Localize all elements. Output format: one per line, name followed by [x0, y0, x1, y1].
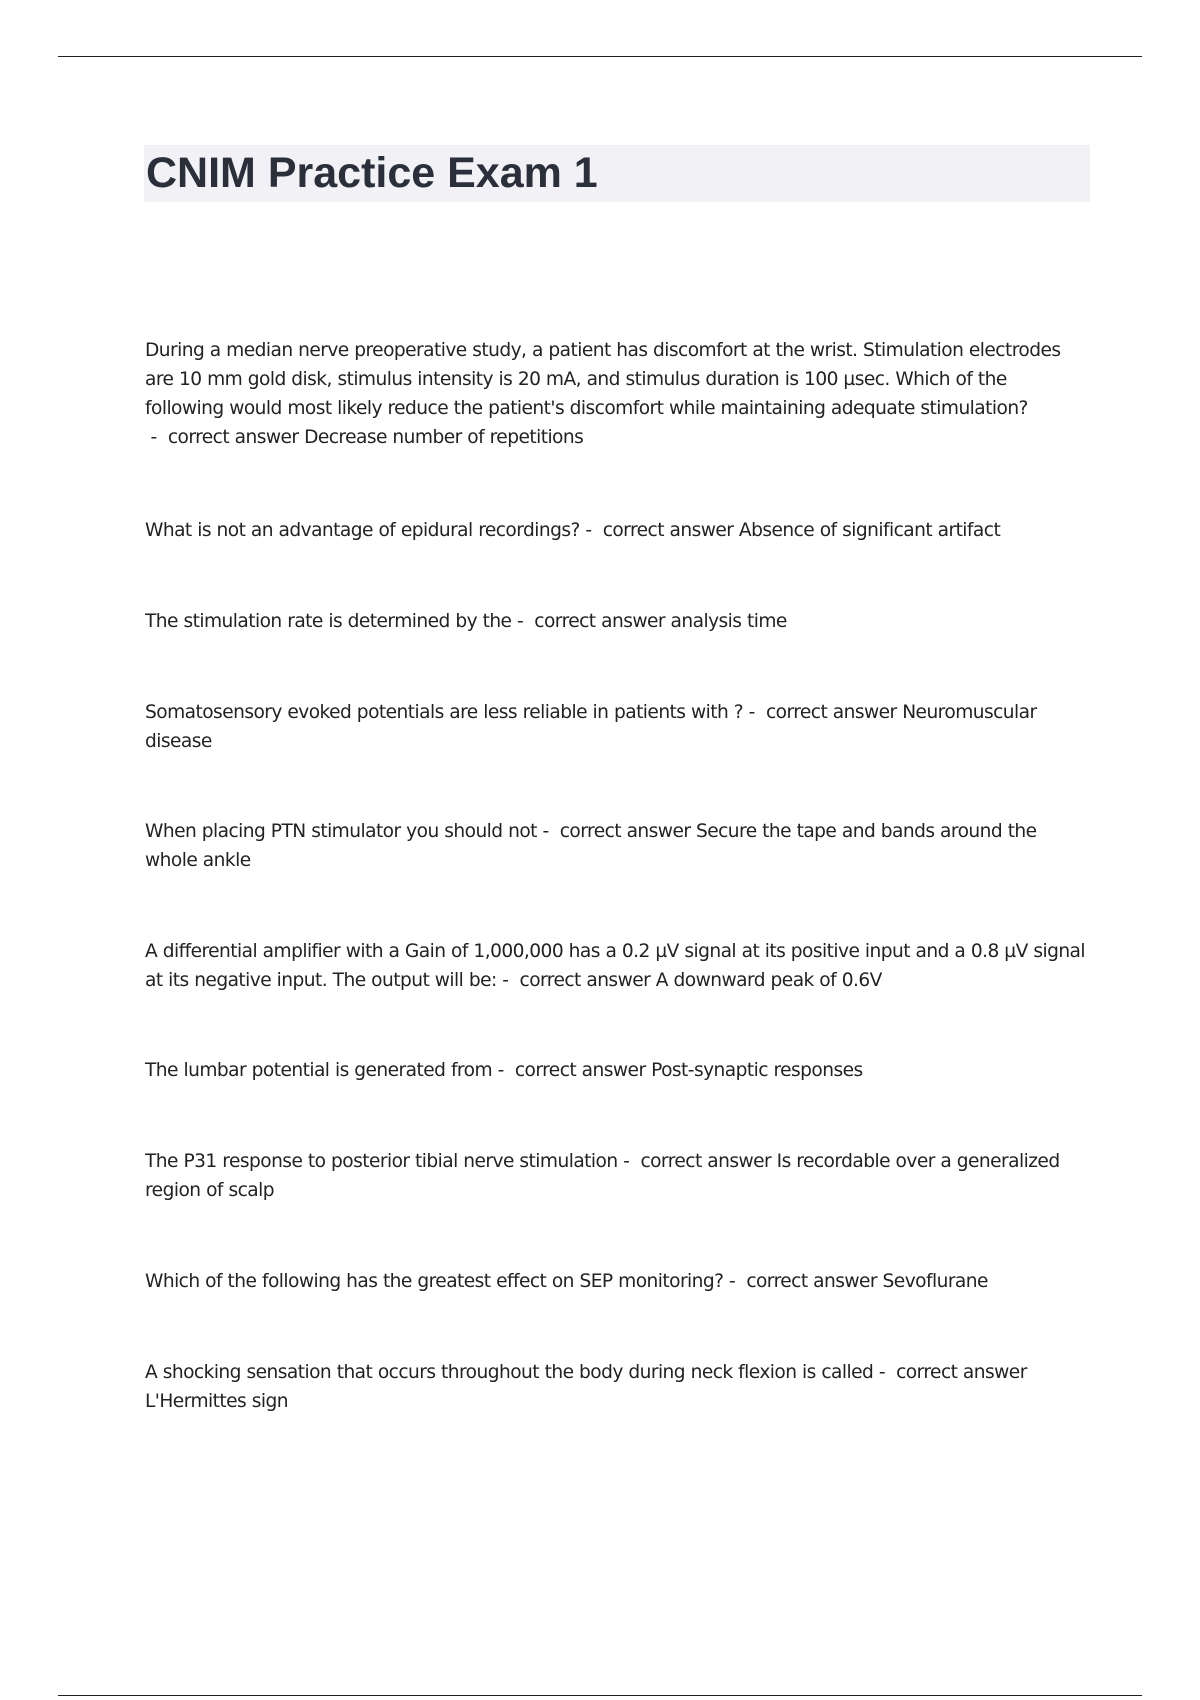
- document-title: CNIM Practice Exam 1: [146, 149, 598, 197]
- answer-text: correct answer Post-synaptic responses: [514, 1060, 863, 1081]
- answer-text: correct answer Decrease number of repetitions: [167, 427, 584, 448]
- qa-item-2: [145, 516, 1085, 545]
- qa-separator: -: [617, 1151, 641, 1172]
- answer-text: correct answer L'Hermittes sign: [145, 1362, 1027, 1412]
- qa-separator: -: [145, 427, 168, 448]
- question-text: Somatosensory evoked potentials are less reliable in patients with ?: [145, 702, 744, 723]
- answer-text: correct answer A downward peak of 0.6V: [519, 970, 882, 991]
- answer-text: correct answer analysis time: [534, 611, 787, 632]
- answer-text: correct answer Is recordable over a generalized region of scalp: [145, 1151, 1060, 1201]
- qa-separator: -: [743, 702, 766, 723]
- question-text: When placing PTN stimulator you should not: [145, 821, 537, 842]
- top-rule: [58, 56, 1142, 57]
- question-text: During a median nerve preoperative study, a patient has discomfort at the wrist. Stimulation electrodes are 10 mm gold disk, stimulus intensity is 20 mA, and stimulus duration is 100 µsec. Which of the following would most likely reduce the patient's discomfort while maintaining adequate stimulation?: [145, 340, 1061, 419]
- qa-separator: -: [536, 821, 560, 842]
- qa-separator: -: [496, 970, 520, 991]
- question-text: A differential amplifier with a Gain of 1,000,000 has a 0.2 µV signal at its positive input and a 0.8 µV signal at its negative input. The output will be:: [145, 941, 1086, 991]
- qa-item-7: [145, 1056, 1085, 1085]
- qa-item-4: [145, 698, 1085, 756]
- qa-separator: -: [873, 1362, 897, 1383]
- qa-item-1: [145, 336, 1085, 452]
- question-text: Which of the following has the greatest effect on SEP monitoring?: [145, 1271, 724, 1292]
- answer-text: correct answer Secure the tape and bands around the whole ankle: [145, 821, 1037, 871]
- answer-text: correct answer Absence of significant artifact: [602, 520, 1001, 541]
- question-text: What is not an advantage of epidural recordings?: [145, 520, 580, 541]
- qa-separator: -: [579, 520, 603, 541]
- question-text: The stimulation rate is determined by the: [145, 611, 512, 632]
- qa-item-3: [145, 607, 1085, 636]
- answer-text: correct answer Sevoflurane: [746, 1271, 988, 1292]
- bottom-rule: [58, 1695, 1142, 1696]
- qa-separator: -: [492, 1060, 515, 1081]
- qa-item-8: [145, 1147, 1085, 1205]
- question-text: The P31 response to posterior tibial nerve stimulation: [145, 1151, 618, 1172]
- qa-item-6: [145, 937, 1085, 995]
- question-text: A shocking sensation that occurs throughout the body during neck flexion is called: [145, 1362, 874, 1383]
- qa-item-9: [145, 1267, 1085, 1296]
- qa-item-5: [145, 817, 1085, 875]
- qa-separator: -: [511, 611, 535, 632]
- answer-text: correct answer Neuromuscular disease: [145, 702, 1037, 752]
- qa-item-10: [145, 1358, 1085, 1416]
- qa-separator: -: [723, 1271, 747, 1292]
- question-text: The lumbar potential is generated from: [145, 1060, 493, 1081]
